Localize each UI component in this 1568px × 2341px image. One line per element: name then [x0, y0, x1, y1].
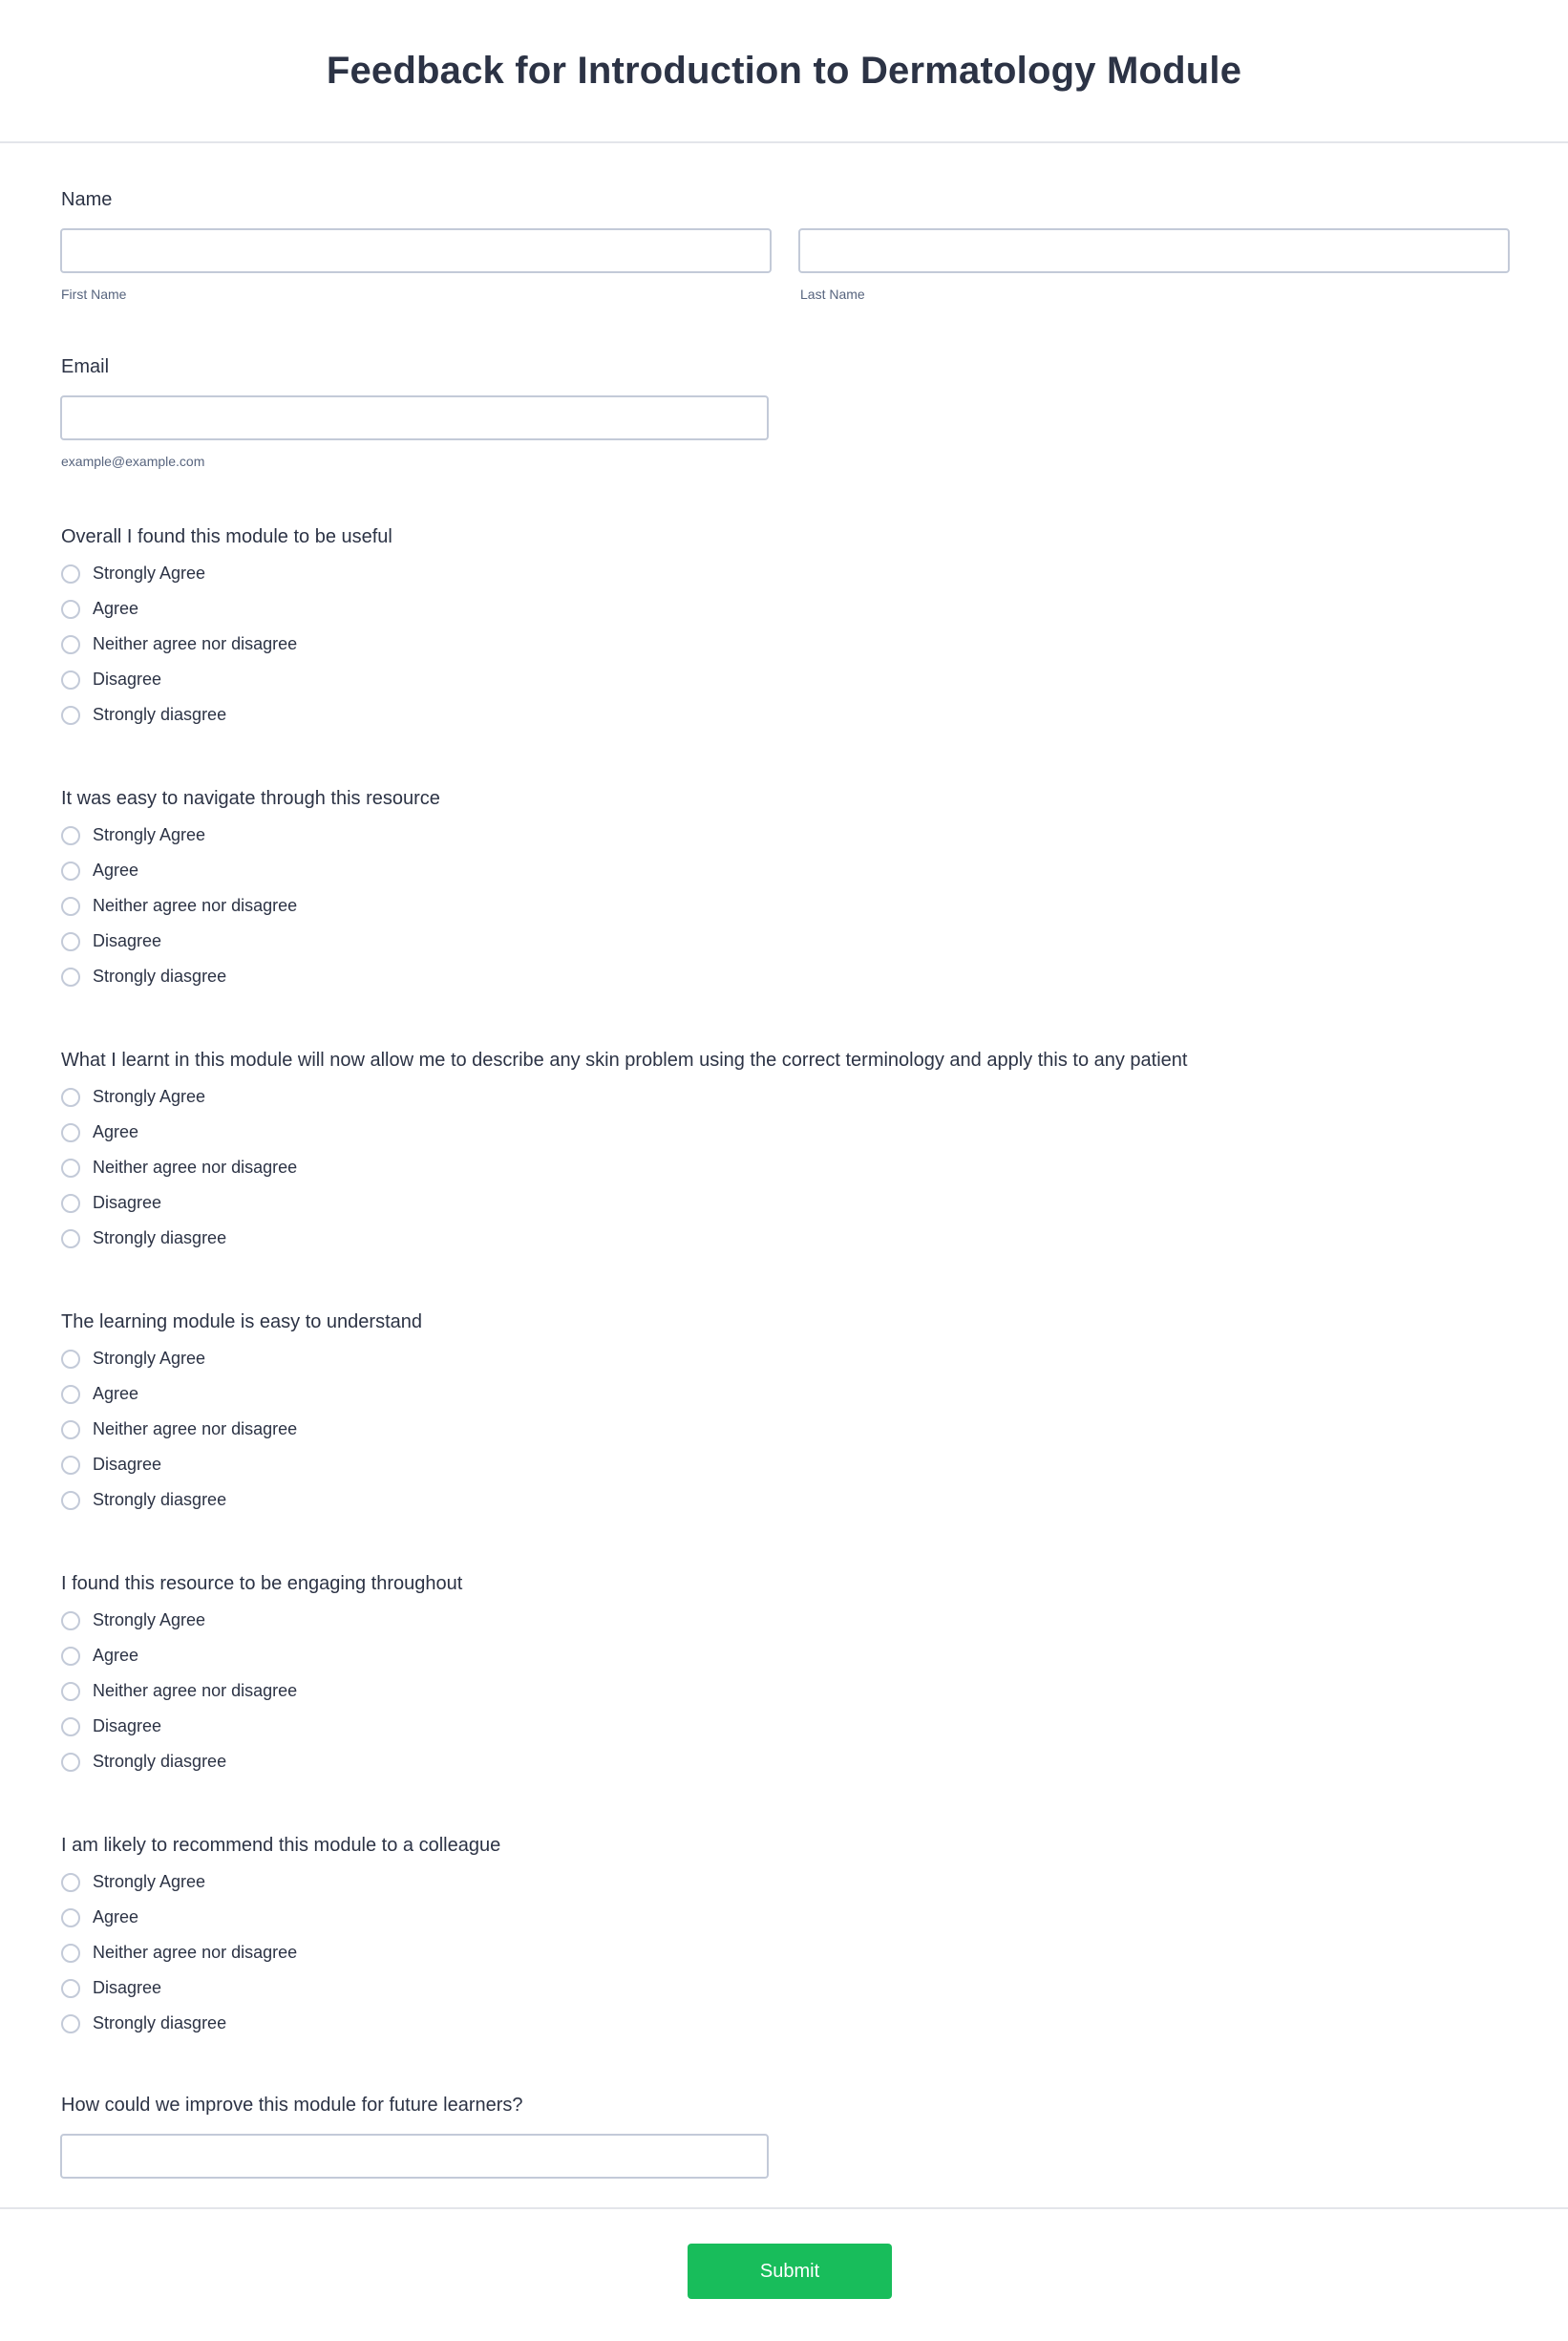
radio-circle[interactable] — [61, 1944, 80, 1963]
question-4 — [61, 1303, 1494, 1518]
radio-circle[interactable] — [61, 1647, 80, 1666]
option-label: Strongly Agree — [93, 1087, 206, 1106]
option-label: Disagree — [93, 1978, 162, 1997]
radio-circle[interactable] — [61, 1385, 80, 1404]
question-6 — [61, 1826, 1494, 2041]
radio-circle[interactable] — [61, 1611, 80, 1630]
option-agree[interactable] — [61, 1115, 1494, 1150]
option-label: Disagree — [93, 1716, 162, 1735]
radio-circle[interactable] — [61, 897, 80, 916]
form-footer — [0, 2207, 1568, 2341]
option-neither[interactable] — [61, 1935, 1494, 1970]
radio-circle[interactable] — [61, 706, 80, 725]
option-label: Disagree — [93, 670, 162, 689]
question-label: I found this resource to be engaging throughout — [61, 1573, 463, 1594]
option-label: Agree — [93, 1646, 139, 1665]
option-label: Strongly diasgree — [93, 1490, 227, 1509]
option-agree[interactable] — [61, 853, 1494, 888]
email-sublabel: example@example.com — [61, 454, 205, 469]
option-strongly-disagree[interactable] — [61, 2006, 1494, 2041]
option-label: Agree — [93, 1122, 139, 1141]
question-label: It was easy to navigate through this resource — [61, 788, 440, 809]
option-label: Neither agree nor disagree — [93, 634, 298, 653]
radio-circle[interactable] — [61, 1979, 80, 1998]
last-name-input[interactable] — [798, 228, 1510, 273]
radio-circle[interactable] — [61, 826, 80, 845]
radio-circle[interactable] — [61, 635, 80, 654]
option-label: Disagree — [93, 1455, 162, 1474]
option-label: Strongly diasgree — [93, 2013, 227, 2032]
improve-input[interactable] — [60, 2134, 769, 2179]
question-label: I am likely to recommend this module to a colleague — [61, 1835, 501, 1856]
option-strongly-disagree[interactable] — [61, 697, 1494, 733]
form-title: Feedback for Introduction to Dermatology Module — [326, 49, 1242, 92]
radio-circle[interactable] — [61, 670, 80, 690]
radio-circle[interactable] — [61, 1194, 80, 1213]
radio-circle[interactable] — [61, 1123, 80, 1142]
question-5 — [61, 1564, 1494, 1779]
radio-circle[interactable] — [61, 1229, 80, 1248]
radio-circle[interactable] — [61, 1908, 80, 1927]
radio-circle[interactable] — [61, 1717, 80, 1736]
option-label: Neither agree nor disagree — [93, 1419, 298, 1438]
radio-circle[interactable] — [61, 968, 80, 987]
question-label: What I learnt in this module will now allow me to describe any skin problem using the correct terminology and apply this to any patient — [61, 1050, 1188, 1071]
email-label: Email — [61, 356, 110, 377]
radio-circle[interactable] — [61, 1682, 80, 1701]
radio-circle[interactable] — [61, 932, 80, 951]
option-agree[interactable] — [61, 591, 1494, 627]
option-label: Agree — [93, 1384, 139, 1403]
radio-circle[interactable] — [61, 1873, 80, 1892]
option-label: Strongly Agree — [93, 1349, 206, 1368]
option-label: Strongly diasgree — [93, 1752, 227, 1771]
option-neither[interactable] — [61, 1412, 1494, 1447]
submit-button[interactable]: Submit — [688, 2244, 892, 2299]
option-label: Neither agree nor disagree — [93, 1158, 298, 1177]
radio-circle[interactable] — [61, 564, 80, 584]
improve-label: How could we improve this module for future learners? — [61, 2095, 523, 2116]
email-input[interactable] — [60, 395, 769, 440]
option-label: Strongly Agree — [93, 1872, 206, 1891]
radio-circle[interactable] — [61, 1088, 80, 1107]
option-disagree[interactable] — [61, 1970, 1494, 2006]
option-disagree[interactable] — [61, 1709, 1494, 1744]
option-label: Neither agree nor disagree — [93, 896, 298, 915]
option-label: Agree — [93, 599, 139, 618]
option-agree[interactable] — [61, 1638, 1494, 1673]
option-label: Agree — [93, 1907, 139, 1926]
question-label: Overall I found this module to be useful — [61, 526, 392, 547]
name-label: Name — [61, 189, 113, 210]
option-neither[interactable] — [61, 888, 1494, 924]
option-strongly-agree[interactable] — [61, 1864, 1494, 1900]
option-strongly-disagree[interactable] — [61, 1221, 1494, 1256]
option-label: Strongly Agree — [93, 1610, 206, 1629]
option-disagree[interactable] — [61, 662, 1494, 697]
option-label: Neither agree nor disagree — [93, 1943, 298, 1962]
radio-circle[interactable] — [61, 862, 80, 881]
option-label: Disagree — [93, 931, 162, 950]
radio-circle[interactable] — [61, 1159, 80, 1178]
option-neither[interactable] — [61, 1150, 1494, 1185]
radio-circle[interactable] — [61, 600, 80, 619]
option-strongly-agree[interactable] — [61, 1341, 1494, 1376]
question-3 — [61, 1041, 1494, 1256]
question-label: The learning module is easy to understand — [61, 1311, 423, 1332]
radio-circle[interactable] — [61, 1753, 80, 1772]
radio-circle[interactable] — [61, 1420, 80, 1439]
option-disagree[interactable] — [61, 1447, 1494, 1482]
first-name-sublabel: First Name — [61, 287, 127, 302]
option-label: Strongly diasgree — [93, 1228, 227, 1247]
option-label: Strongly Agree — [93, 825, 206, 844]
form-header — [0, 0, 1568, 143]
option-strongly-disagree[interactable] — [61, 959, 1494, 994]
last-name-sublabel: Last Name — [800, 287, 865, 302]
option-strongly-disagree[interactable] — [61, 1744, 1494, 1779]
option-strongly-agree[interactable] — [61, 1079, 1494, 1115]
option-label: Strongly diasgree — [93, 705, 227, 724]
option-strongly-agree[interactable] — [61, 556, 1494, 591]
radio-circle[interactable] — [61, 1350, 80, 1369]
first-name-input[interactable] — [60, 228, 772, 273]
question-1 — [61, 518, 1494, 733]
option-label: Agree — [93, 861, 139, 880]
option-label: Strongly Agree — [93, 564, 206, 583]
option-label: Disagree — [93, 1193, 162, 1212]
option-strongly-agree[interactable] — [61, 818, 1494, 853]
option-neither[interactable] — [61, 1673, 1494, 1709]
option-agree[interactable] — [61, 1376, 1494, 1412]
option-disagree[interactable] — [61, 1185, 1494, 1221]
radio-circle[interactable] — [61, 2014, 80, 2033]
option-neither[interactable] — [61, 627, 1494, 662]
option-agree[interactable] — [61, 1900, 1494, 1935]
option-label: Strongly diasgree — [93, 967, 227, 986]
radio-circle[interactable] — [61, 1456, 80, 1475]
radio-circle[interactable] — [61, 1491, 80, 1510]
question-2 — [61, 779, 1494, 994]
option-disagree[interactable] — [61, 924, 1494, 959]
option-strongly-disagree[interactable] — [61, 1482, 1494, 1518]
option-strongly-agree[interactable] — [61, 1603, 1494, 1638]
option-label: Neither agree nor disagree — [93, 1681, 298, 1700]
